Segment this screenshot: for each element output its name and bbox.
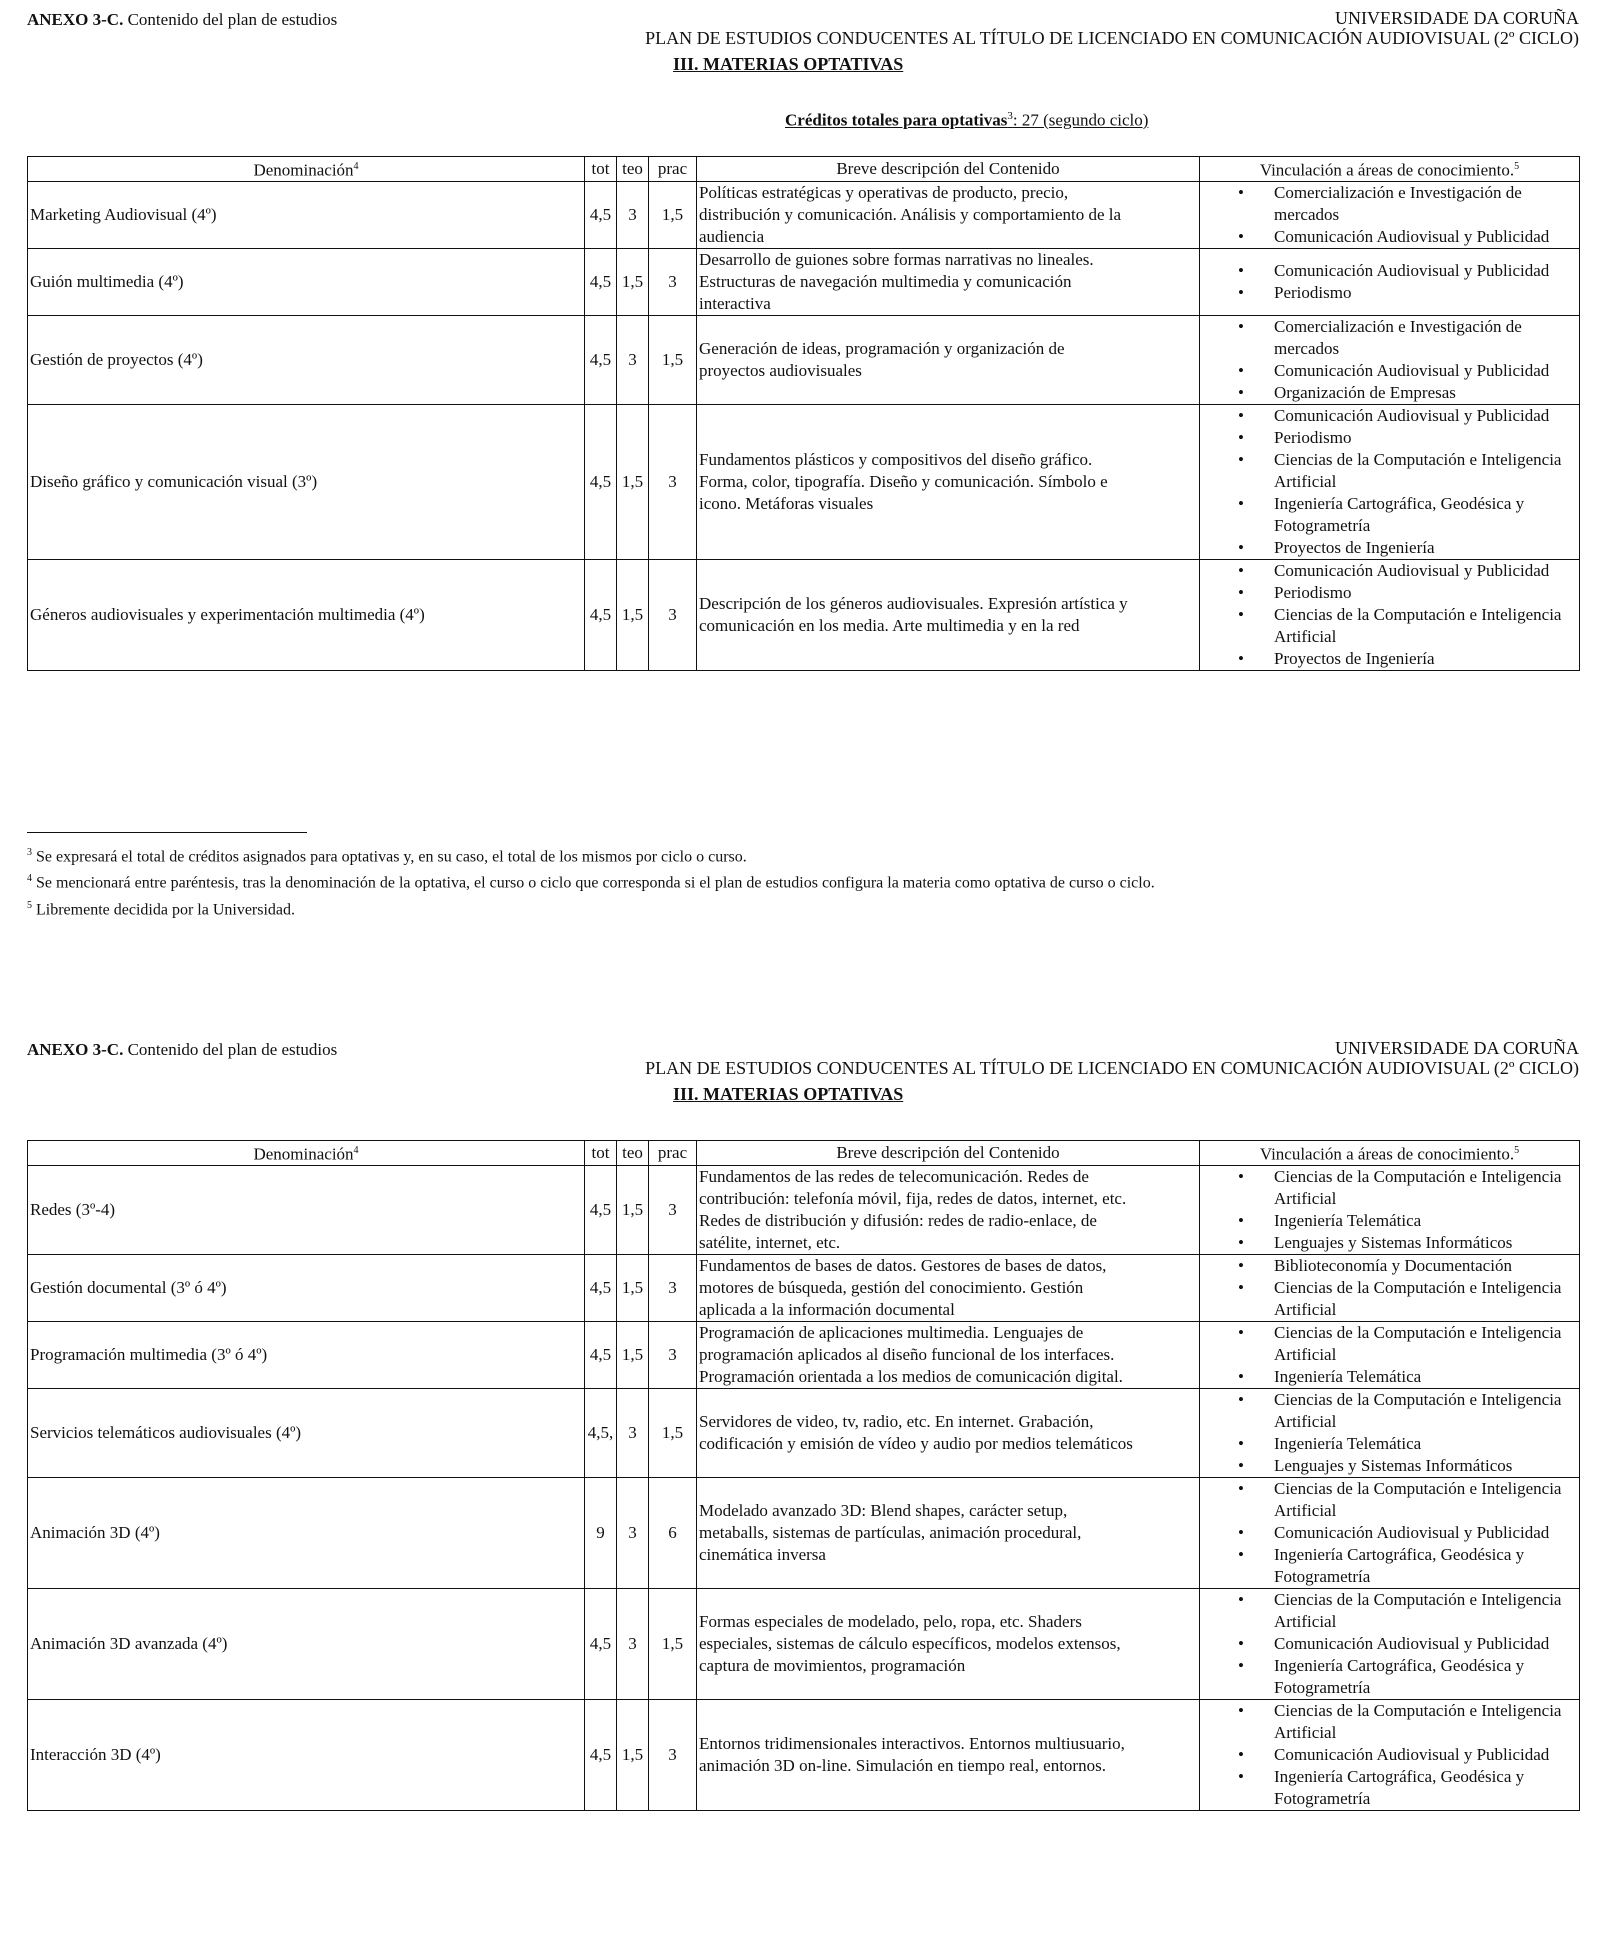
knowledge-areas: [1200, 1389, 1580, 1478]
description-line: animación 3D on-line. Simulación en tiempo real, entornos.: [699, 1756, 1106, 1775]
footnote-divider: [27, 832, 307, 833]
knowledge-areas: [1200, 316, 1580, 405]
subject-name: Animación 3D avanzada (4º): [28, 1589, 585, 1700]
footnote: [27, 842, 1155, 868]
area-item: • Periodismo: [1238, 582, 1577, 604]
area-item: • Ingeniería Cartográfica, Geodésica y Fotogrametría: [1238, 1544, 1577, 1588]
credits-tot: 4,5: [585, 1166, 617, 1255]
content-description: [697, 1322, 1200, 1389]
optativas-table-2: [27, 1140, 1580, 1811]
footnote-number: 5: [27, 899, 32, 911]
content-description: [697, 182, 1200, 249]
col-header-vinculacion: Vinculación a áreas de conocimiento.$^5$: [1200, 1141, 1580, 1166]
credits-tot: 4,5: [585, 1255, 617, 1322]
area-item: • Lenguajes y Sistemas Informáticos: [1238, 1455, 1577, 1477]
credits-prac: 3: [649, 1322, 697, 1389]
area-item: • Ciencias de la Computación e Inteligencia Artificial: [1238, 1322, 1577, 1366]
credits-tot: 4,5: [585, 560, 617, 671]
credits-label: Créditos totales para optativas: [785, 110, 1008, 130]
subject-name: Programación multimedia (3º ó 4º): [28, 1322, 585, 1389]
description-line: Políticas estratégicas y operativas de producto, precio,: [699, 183, 1069, 202]
credits-tot: 4,5: [585, 1322, 617, 1389]
annex-title: Contenido del plan de estudios: [127, 1040, 338, 1059]
area-list: [1202, 182, 1577, 248]
description-line: metaballs, sistemas de partículas, animación procedural,: [699, 1523, 1082, 1542]
col-header-prac: prac: [649, 157, 697, 182]
description-line: distribución y comunicación. Análisis y comportamiento de la: [699, 205, 1122, 224]
credits-prac: 1,5: [649, 1589, 697, 1700]
credits-prac: 1,5: [649, 1389, 697, 1478]
table-row: [28, 1478, 1580, 1589]
content-description: [697, 316, 1200, 405]
credits-teo: 1,5: [617, 405, 649, 560]
knowledge-areas: [1200, 1478, 1580, 1589]
section-title: III. MATERIAS OPTATIVAS: [673, 54, 904, 74]
annex-label: ANEXO 3-C.: [27, 10, 124, 29]
credits-tot: 4,5: [585, 1700, 617, 1811]
area-item: • Ingeniería Cartográfica, Geodésica y Fotogrametría: [1238, 493, 1577, 537]
content-description: [697, 1255, 1200, 1322]
knowledge-areas: [1200, 1166, 1580, 1255]
area-item: • Ingeniería Telemática: [1238, 1433, 1577, 1455]
description-line: captura de movimientos, programación: [699, 1656, 966, 1675]
credits-tot: 4,5: [585, 405, 617, 560]
description-line: comunicación en los media. Arte multimedia y en la red: [699, 616, 1080, 635]
col-header-teo: teo: [617, 157, 649, 182]
table-1-body: [28, 182, 1580, 671]
credits-teo: 1,5: [617, 1166, 649, 1255]
area-item: • Proyectos de Ingeniería: [1238, 537, 1577, 559]
subject-name: Marketing Audiovisual (4º): [28, 182, 585, 249]
description-line: icono. Metáforas visuales: [699, 494, 874, 513]
subject-name: Géneros audiovisuales y experimentación multimedia (4º): [28, 560, 585, 671]
area-item: • Comunicación Audiovisual y Publicidad: [1238, 1522, 1577, 1544]
credits-teo: 3: [617, 1389, 649, 1478]
footnote-text: Se mencionará entre paréntesis, tras la denominación de la optativa, el curso o ciclo que corresponda si el plan de estudios configura la materia como optativa de curso o ciclo.: [36, 874, 1155, 892]
content-description: [697, 1589, 1200, 1700]
content-description: [697, 405, 1200, 560]
footnote: [27, 895, 1155, 921]
credits-prac: 3: [649, 249, 697, 316]
area-item: • Ciencias de la Computación e Inteligencia Artificial: [1238, 449, 1577, 493]
description-line: Descripción de los géneros audiovisuales. Expresión artística y: [699, 594, 1128, 613]
subject-name: Gestión de proyectos (4º): [28, 316, 585, 405]
content-description: [697, 1389, 1200, 1478]
plan-title: PLAN DE ESTUDIOS CONDUCENTES AL TÍTULO DE LICENCIADO EN COMUNICACIÓN AUDIOVISUAL (2º CICLO): [645, 28, 1579, 48]
annex-title: Contenido del plan de estudios: [127, 10, 338, 29]
area-item: • Ingeniería Cartográfica, Geodésica y Fotogrametría: [1238, 1766, 1577, 1810]
col-header-descripcion: Breve descripción del Contenido: [697, 1141, 1200, 1166]
subject-name: Servicios telemáticos audiovisuales (4º): [28, 1389, 585, 1478]
content-description: [697, 1478, 1200, 1589]
area-list: [1202, 1589, 1577, 1699]
area-item: • Comunicación Audiovisual y Publicidad: [1238, 1633, 1577, 1655]
area-item: • Ciencias de la Computación e Inteligencia Artificial: [1238, 1589, 1577, 1633]
credits-teo: 1,5: [617, 1255, 649, 1322]
table-row: [28, 1166, 1580, 1255]
description-line: satélite, internet, etc.: [699, 1233, 841, 1252]
credits-prac: 3: [649, 1255, 697, 1322]
plan-title: PLAN DE ESTUDIOS CONDUCENTES AL TÍTULO DE LICENCIADO EN COMUNICACIÓN AUDIOVISUAL (2º CICLO): [645, 1058, 1579, 1078]
credits-prac: 3: [649, 405, 697, 560]
area-item: • Comunicación Audiovisual y Publicidad: [1238, 1744, 1577, 1766]
description-line: codificación y emisión de vídeo y audio por medios telemáticos: [699, 1434, 1133, 1453]
description-line: audiencia: [699, 227, 765, 246]
credits-tot: 4,5: [585, 316, 617, 405]
col-header-denominacion: Denominación$^4$: [28, 157, 585, 182]
description-line: Fundamentos de bases de datos. Gestores de bases de datos,: [699, 1256, 1107, 1275]
col-header-teo: teo: [617, 1141, 649, 1166]
area-item: • Comunicación Audiovisual y Publicidad: [1238, 360, 1577, 382]
credits-prac: 1,5: [649, 182, 697, 249]
col-header-vinculacion: Vinculación a áreas de conocimiento.$^5$: [1200, 157, 1580, 182]
area-item: • Organización de Empresas: [1238, 382, 1577, 404]
credits-tot: 4,5: [585, 249, 617, 316]
credits-tot: 9: [585, 1478, 617, 1589]
description-line: Programación orientada a los medios de comunicación digital.: [699, 1367, 1123, 1386]
table-header-row: [28, 157, 1580, 182]
description-line: Forma, color, tipografía. Diseño y comunicación. Símbolo e: [699, 472, 1108, 491]
credits-value: : 27 (segundo ciclo): [1012, 110, 1149, 130]
table-row: [28, 1255, 1580, 1322]
content-description: [697, 560, 1200, 671]
knowledge-areas: [1200, 560, 1580, 671]
footnotes: [27, 842, 1155, 921]
area-list: [1202, 316, 1577, 404]
table-row: [28, 1589, 1580, 1700]
area-item: • Ciencias de la Computación e Inteligencia Artificial: [1238, 604, 1577, 648]
credits-note: 3: [1007, 110, 1013, 122]
annex-label: ANEXO 3-C.: [27, 1040, 124, 1059]
area-item: • Comunicación Audiovisual y Publicidad: [1238, 260, 1577, 282]
col-header-tot: tot: [585, 157, 617, 182]
knowledge-areas: [1200, 182, 1580, 249]
area-item: • Ciencias de la Computación e Inteligencia Artificial: [1238, 1389, 1577, 1433]
description-line: proyectos audiovisuales: [699, 361, 862, 380]
description-line: contribución: telefonía móvil, fija, redes de datos, internet, etc.: [699, 1189, 1127, 1208]
description-line: programación aplicados al diseño funcional de los interfaces.: [699, 1345, 1115, 1364]
col-header-prac: prac: [649, 1141, 697, 1166]
credits-teo: 3: [617, 1478, 649, 1589]
description-line: Generación de ideas, programación y organización de: [699, 339, 1065, 358]
area-item: • Comunicación Audiovisual y Publicidad: [1238, 405, 1577, 427]
area-list: [1202, 1700, 1577, 1810]
table-row: [28, 405, 1580, 560]
footnote-text: Se expresará el total de créditos asignados para optativas y, en su caso, el total de los mismos por ciclo o curso.: [36, 848, 747, 866]
knowledge-areas: [1200, 1255, 1580, 1322]
area-list: [1202, 260, 1577, 304]
area-list: [1202, 1322, 1577, 1388]
table-row: [28, 560, 1580, 671]
description-line: Modelado avanzado 3D: Blend shapes, carácter setup,: [699, 1501, 1068, 1520]
area-list: [1202, 1478, 1577, 1588]
subject-name: Redes (3º-4): [28, 1166, 585, 1255]
credits-prac: 3: [649, 560, 697, 671]
area-item: • Biblioteconomía y Documentación: [1238, 1255, 1577, 1277]
credits-teo: 3: [617, 316, 649, 405]
area-item: • Ingeniería Telemática: [1238, 1210, 1577, 1232]
page-header-right: [645, 1038, 1579, 1078]
annex-heading: [27, 1040, 337, 1060]
description-line: Servidores de video, tv, radio, etc. En internet. Grabación,: [699, 1412, 1094, 1431]
area-item: • Lenguajes y Sistemas Informáticos: [1238, 1232, 1577, 1254]
area-item: • Ciencias de la Computación e Inteligencia Artificial: [1238, 1700, 1577, 1744]
credits-teo: 1,5: [617, 249, 649, 316]
footnote-number: 3: [27, 847, 32, 858]
credits-prac: 3: [649, 1166, 697, 1255]
footnote-number: 4: [27, 873, 32, 885]
description-line: Desarrollo de guiones sobre formas narrativas no lineales.: [699, 250, 1094, 269]
subject-name: Guión multimedia (4º): [28, 249, 585, 316]
table-row: [28, 1389, 1580, 1478]
credits-prac: 3: [649, 1700, 697, 1811]
credits-line: [785, 110, 1148, 131]
area-item: • Comunicación Audiovisual y Publicidad: [1238, 560, 1577, 582]
description-line: Formas especiales de modelado, pelo, ropa, etc. Shaders: [699, 1612, 1082, 1631]
credits-teo: 1,5: [617, 1700, 649, 1811]
area-list: [1202, 405, 1577, 559]
credits-teo: 3: [617, 182, 649, 249]
area-list: [1202, 560, 1577, 670]
description-line: Redes de distribución y difusión: redes de radio-enlace, de: [699, 1211, 1097, 1230]
area-list: [1202, 1389, 1577, 1477]
area-item: • Periodismo: [1238, 282, 1577, 304]
description-line: interactiva: [699, 294, 771, 313]
area-list: [1202, 1166, 1577, 1254]
subject-name: Interacción 3D (4º): [28, 1700, 585, 1811]
description-line: Estructuras de navegación multimedia y comunicación: [699, 272, 1072, 291]
description-line: especiales, sistemas de cálculo específicos, modelos extensos,: [699, 1634, 1121, 1653]
area-item: • Comercialización e Investigación de mercados: [1238, 316, 1577, 360]
content-description: [697, 249, 1200, 316]
table-2-body: [28, 1166, 1580, 1811]
description-line: Entornos tridimensionales interactivos. Entornos multiusuario,: [699, 1734, 1125, 1753]
area-item: • Ingeniería Cartográfica, Geodésica y Fotogrametría: [1238, 1655, 1577, 1699]
area-item: • Comunicación Audiovisual y Publicidad: [1238, 226, 1577, 248]
area-item: • Ingeniería Telemática: [1238, 1366, 1577, 1388]
footnote-text: Libremente decidida por la Universidad.: [36, 900, 296, 918]
table-row: [28, 249, 1580, 316]
document-page-2: [0, 1030, 1601, 1942]
area-item: • Periodismo: [1238, 427, 1577, 449]
col-header-tot: tot: [585, 1141, 617, 1166]
description-line: motores de búsqueda, gestión del conocimiento. Gestión: [699, 1278, 1084, 1297]
knowledge-areas: [1200, 1589, 1580, 1700]
area-list: [1202, 1255, 1577, 1321]
area-item: • Ciencias de la Computación e Inteligencia Artificial: [1238, 1277, 1577, 1321]
knowledge-areas: [1200, 1700, 1580, 1811]
subject-name: Gestión documental (3º ó 4º): [28, 1255, 585, 1322]
subject-name: Diseño gráfico y comunicación visual (3º): [28, 405, 585, 560]
credits-teo: 1,5: [617, 1322, 649, 1389]
description-line: Fundamentos plásticos y compositivos del diseño gráfico.: [699, 450, 1093, 469]
table-row: [28, 1322, 1580, 1389]
description-line: Fundamentos de las redes de telecomunicación. Redes de: [699, 1167, 1089, 1186]
credits-prac: 6: [649, 1478, 697, 1589]
optativas-table-1: [27, 156, 1580, 671]
page-header-right: [645, 8, 1579, 48]
footnote: [27, 868, 1155, 894]
area-item: • Ciencias de la Computación e Inteligencia Artificial: [1238, 1478, 1577, 1522]
subject-name: Animación 3D (4º): [28, 1478, 585, 1589]
table-row: [28, 316, 1580, 405]
table-row: [28, 1700, 1580, 1811]
university-name: UNIVERSIDADE DA CORUÑA: [1334, 1038, 1579, 1058]
area-item: • Comercialización e Investigación de mercados: [1238, 182, 1577, 226]
content-description: [697, 1166, 1200, 1255]
knowledge-areas: [1200, 1322, 1580, 1389]
content-description: [697, 1700, 1200, 1811]
area-item: • Ciencias de la Computación e Inteligencia Artificial: [1238, 1166, 1577, 1210]
col-header-denominacion: Denominación$^4$: [28, 1141, 585, 1166]
table-row: [28, 182, 1580, 249]
description-line: Programación de aplicaciones multimedia. Lenguajes de: [699, 1323, 1084, 1342]
col-header-descripcion: Breve descripción del Contenido: [697, 157, 1200, 182]
credits-teo: 1,5: [617, 560, 649, 671]
description-line: aplicada a la información documental: [699, 1300, 955, 1319]
credits-tot: 4,5,: [585, 1389, 617, 1478]
knowledge-areas: [1200, 249, 1580, 316]
credits-prac: 1,5: [649, 316, 697, 405]
section-title: III. MATERIAS OPTATIVAS: [673, 1084, 904, 1104]
university-name: UNIVERSIDADE DA CORUÑA: [1334, 8, 1579, 28]
credits-tot: 4,5: [585, 1589, 617, 1700]
area-item: • Proyectos de Ingeniería: [1238, 648, 1577, 670]
annex-heading: [27, 10, 337, 30]
table-header-row: [28, 1141, 1580, 1166]
description-line: cinemática inversa: [699, 1545, 826, 1564]
credits-tot: 4,5: [585, 182, 617, 249]
credits-teo: 3: [617, 1589, 649, 1700]
knowledge-areas: [1200, 405, 1580, 560]
